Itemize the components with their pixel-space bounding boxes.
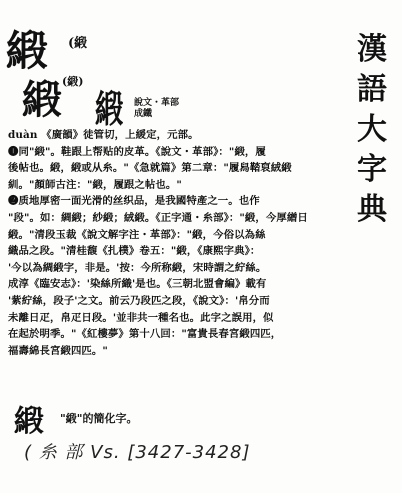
seal-tag: (緞) <box>62 75 84 88</box>
title-char-2: 語 <box>357 72 387 107</box>
simplified-note: "緞"的簡化字。 <box>60 412 138 425</box>
body-line: 紃。"顏師古注："緞，履跟之帖也。" <box>8 178 182 191</box>
headword-variant: (緞 <box>68 36 88 51</box>
body-line: 織品之段。"清桂馥《扎樸》卷五："緞，《康熙字典》： <box>8 245 261 258</box>
body-line: 福壽綿長宮緞四匹。" <box>8 344 108 357</box>
title-char-1: 漢 <box>357 32 387 67</box>
body-line: 成淳《臨安志》：'染絲所織'是也。《三朝北盟會編》載有 <box>8 278 267 291</box>
title-char-5: 典 <box>357 192 387 227</box>
seal-script-form: 緞 <box>95 86 124 131</box>
body-line: 後帖也。緞，緞或从糸。"《急就篇》第二章："履舄鞜裒絨緞 <box>8 162 292 175</box>
body-line: 緞。"清段玉裁《說文解字注・革部》："緞，今俗以為絲 <box>8 228 266 241</box>
seal-source: 說文・革部 成鐵 <box>134 98 180 119</box>
title-char-3: 大 <box>357 112 387 147</box>
body-line: 未離日疋，帛疋日段。'並非共一種名也。此字之誤用，似 <box>8 311 274 324</box>
seal-headword: 緞 <box>22 76 62 123</box>
handwritten-note: ( 糸 部 Vs. [3427-3428] <box>24 442 251 463</box>
body-line: duàn 《廣韻》徒管切，上緩定，元部。 <box>8 129 199 141</box>
entry-body <box>8 127 348 359</box>
headword: 緞 <box>6 26 49 75</box>
dictionary-title-vertical <box>350 30 394 230</box>
body-line: "段"。如：綢緞；紗緞；絨緞。《正字通・糸部》："緞，今厚繒日 <box>8 211 308 224</box>
body-line: '今以為綢緞字，非是。'按：今所称緞，宋時謂之紵絲。 <box>8 261 267 274</box>
body-line: ❷质地厚密一面光滑的丝织品，是我國特產之一。也作 <box>8 195 260 208</box>
body-line: 在起於明季。"《紅樓夢》第十八回："富貴長春宮緞四匹， <box>8 328 282 341</box>
body-line: ❶同"緞"。鞋跟上帮贴的皮革。《說文・革部》："緞，履 <box>8 145 266 158</box>
simplified-char: 緞 <box>14 404 44 439</box>
title-char-4: 字 <box>357 152 387 187</box>
body-line: '紫紵絲，段子'之文。前云乃段匹之段，《說文》：'帛分而 <box>8 294 270 307</box>
